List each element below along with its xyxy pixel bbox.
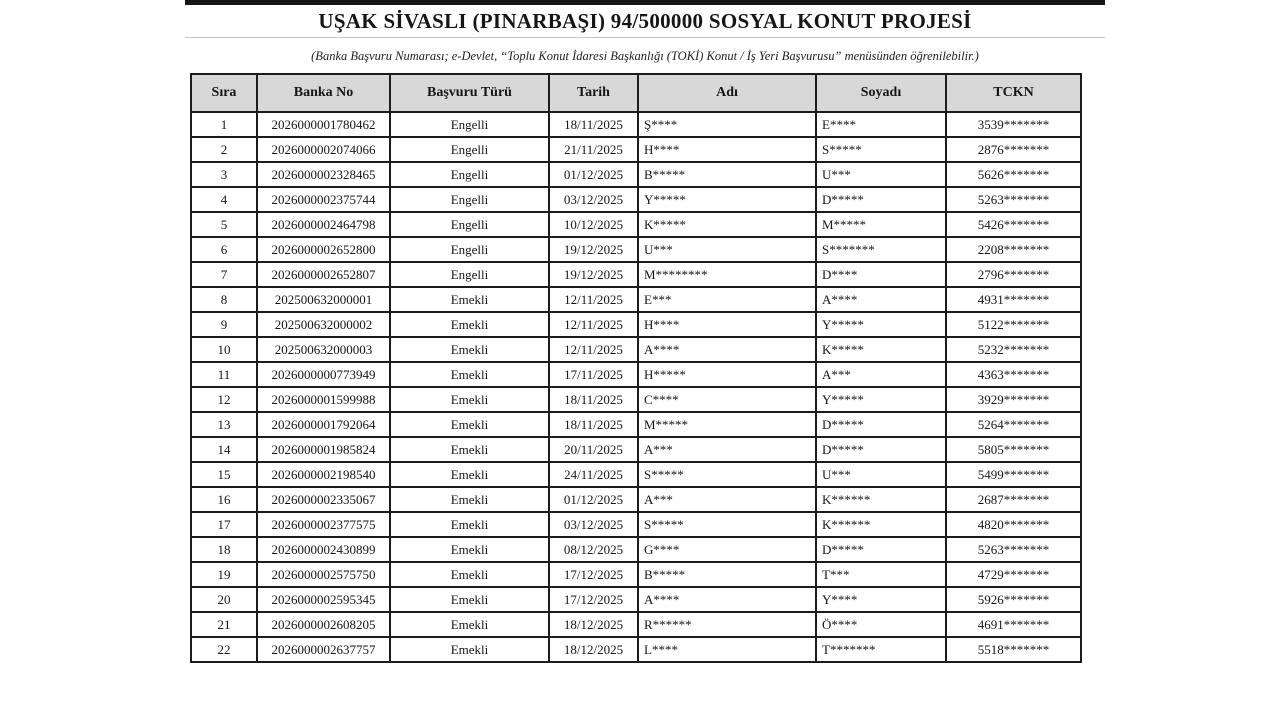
- cell-soyadi: A***: [816, 362, 946, 387]
- cell-sira: 1: [191, 112, 257, 137]
- cell-tarih: 20/11/2025: [549, 437, 638, 462]
- cell-sira: 16: [191, 487, 257, 512]
- cell-sira: 15: [191, 462, 257, 487]
- cell-adi: H****: [638, 312, 816, 337]
- cell-sira: 21: [191, 612, 257, 637]
- cell-basvuru-turu: Emekli: [390, 462, 549, 487]
- cell-tarih: 24/11/2025: [549, 462, 638, 487]
- cell-basvuru-turu: Emekli: [390, 612, 549, 637]
- cell-banka-no: 2026000001985824: [257, 437, 390, 462]
- cell-basvuru-turu: Emekli: [390, 537, 549, 562]
- cell-tckn: 2796*******: [946, 262, 1081, 287]
- cell-sira: 17: [191, 512, 257, 537]
- table-row: [191, 187, 1081, 212]
- table-row: [191, 587, 1081, 612]
- cell-adi: B*****: [638, 562, 816, 587]
- table-row: [191, 512, 1081, 537]
- cell-basvuru-turu: Emekli: [390, 312, 549, 337]
- cell-basvuru-turu: Engelli: [390, 162, 549, 187]
- cell-sira: 4: [191, 187, 257, 212]
- column-header-banka-no: Banka No: [257, 74, 390, 112]
- cell-adi: U***: [638, 237, 816, 262]
- cell-sira: 9: [191, 312, 257, 337]
- cell-tarih: 18/11/2025: [549, 112, 638, 137]
- cell-banka-no: 2026000002595345: [257, 587, 390, 612]
- table-row: [191, 437, 1081, 462]
- cell-soyadi: Y****: [816, 587, 946, 612]
- cell-tckn: 4729*******: [946, 562, 1081, 587]
- cell-tckn: 4820*******: [946, 512, 1081, 537]
- cell-sira: 11: [191, 362, 257, 387]
- cell-tckn: 5263*******: [946, 537, 1081, 562]
- cell-adi: M*****: [638, 412, 816, 437]
- cell-adi: M********: [638, 262, 816, 287]
- cell-adi: C****: [638, 387, 816, 412]
- cell-basvuru-turu: Emekli: [390, 512, 549, 537]
- cell-basvuru-turu: Engelli: [390, 237, 549, 262]
- cell-adi: Y*****: [638, 187, 816, 212]
- cell-banka-no: 2026000002328465: [257, 162, 390, 187]
- cell-soyadi: Y*****: [816, 312, 946, 337]
- cell-banka-no: 2026000002335067: [257, 487, 390, 512]
- cell-sira: 3: [191, 162, 257, 187]
- cell-sira: 8: [191, 287, 257, 312]
- cell-banka-no: 202500632000001: [257, 287, 390, 312]
- cell-tarih: 18/11/2025: [549, 412, 638, 437]
- cell-basvuru-turu: Engelli: [390, 112, 549, 137]
- cell-adi: S*****: [638, 512, 816, 537]
- cell-basvuru-turu: Engelli: [390, 212, 549, 237]
- table-row: [191, 312, 1081, 337]
- table-row: [191, 462, 1081, 487]
- cell-soyadi: M*****: [816, 212, 946, 237]
- column-header-tarih: Tarih: [549, 74, 638, 112]
- cell-adi: Ş****: [638, 112, 816, 137]
- cell-tckn: 5805*******: [946, 437, 1081, 462]
- cell-tckn: 4363*******: [946, 362, 1081, 387]
- cell-banka-no: 2026000002652800: [257, 237, 390, 262]
- cell-soyadi: K*****: [816, 337, 946, 362]
- cell-soyadi: Y*****: [816, 387, 946, 412]
- cell-sira: 10: [191, 337, 257, 362]
- cell-adi: A***: [638, 437, 816, 462]
- cell-tckn: 5232*******: [946, 337, 1081, 362]
- cell-adi: A***: [638, 487, 816, 512]
- cell-adi: R******: [638, 612, 816, 637]
- cell-basvuru-turu: Emekli: [390, 487, 549, 512]
- cell-sira: 14: [191, 437, 257, 462]
- cell-adi: A****: [638, 337, 816, 362]
- cell-tckn: 5518*******: [946, 637, 1081, 662]
- cell-adi: L****: [638, 637, 816, 662]
- column-header-soyadi: Soyadı: [816, 74, 946, 112]
- cell-tckn: 5926*******: [946, 587, 1081, 612]
- cell-tarih: 17/11/2025: [549, 362, 638, 387]
- cell-tarih: 03/12/2025: [549, 187, 638, 212]
- cell-soyadi: U***: [816, 162, 946, 187]
- table-row: [191, 387, 1081, 412]
- page-title: UŞAK SİVASLI (PINARBAŞI) 94/500000 SOSYAL KONUT PROJESİ: [318, 9, 972, 33]
- table-row: [191, 537, 1081, 562]
- cell-basvuru-turu: Emekli: [390, 387, 549, 412]
- cell-sira: 22: [191, 637, 257, 662]
- cell-soyadi: Ö****: [816, 612, 946, 637]
- table-row: [191, 262, 1081, 287]
- document-page: [185, 0, 1105, 663]
- cell-basvuru-turu: Engelli: [390, 187, 549, 212]
- table-row: [191, 337, 1081, 362]
- cell-tckn: 5122*******: [946, 312, 1081, 337]
- applicants-table: [190, 73, 1082, 663]
- cell-sira: 6: [191, 237, 257, 262]
- cell-tckn: 2687*******: [946, 487, 1081, 512]
- cell-tarih: 12/11/2025: [549, 312, 638, 337]
- cell-basvuru-turu: Emekli: [390, 587, 549, 612]
- cell-tckn: 3539*******: [946, 112, 1081, 137]
- cell-banka-no: 2026000001599988: [257, 387, 390, 412]
- table-row: [191, 362, 1081, 387]
- column-header-basvuru-turu: Başvuru Türü: [390, 74, 549, 112]
- cell-banka-no: 2026000002464798: [257, 212, 390, 237]
- cell-soyadi: T*******: [816, 637, 946, 662]
- cell-tckn: 5426*******: [946, 212, 1081, 237]
- cell-sira: 7: [191, 262, 257, 287]
- cell-basvuru-turu: Engelli: [390, 262, 549, 287]
- cell-banka-no: 202500632000003: [257, 337, 390, 362]
- cell-tarih: 19/12/2025: [549, 237, 638, 262]
- table-row: [191, 412, 1081, 437]
- cell-tckn: 2876*******: [946, 137, 1081, 162]
- cell-tarih: 21/11/2025: [549, 137, 638, 162]
- table-header-row: [191, 74, 1081, 112]
- cell-banka-no: 2026000002430899: [257, 537, 390, 562]
- cell-tckn: 4931*******: [946, 287, 1081, 312]
- cell-basvuru-turu: Emekli: [390, 637, 549, 662]
- cell-adi: G****: [638, 537, 816, 562]
- cell-tarih: 18/11/2025: [549, 387, 638, 412]
- cell-banka-no: 2026000001792064: [257, 412, 390, 437]
- cell-tarih: 10/12/2025: [549, 212, 638, 237]
- table-row: [191, 562, 1081, 587]
- table-row: [191, 637, 1081, 662]
- cell-adi: A****: [638, 587, 816, 612]
- column-header-tckn: TCKN: [946, 74, 1081, 112]
- cell-basvuru-turu: Emekli: [390, 562, 549, 587]
- cell-banka-no: 2026000000773949: [257, 362, 390, 387]
- cell-tckn: 4691*******: [946, 612, 1081, 637]
- page-subtitle: (Banka Başvuru Numarası; e-Devlet, “Toplu Konut İdaresi Başkanlığı (TOKİ) Konut / İş Yeri Başvurusu” menüsünden öğrenilebilir.): [311, 49, 979, 63]
- cell-tarih: 01/12/2025: [549, 162, 638, 187]
- table-row: [191, 162, 1081, 187]
- cell-tarih: 18/12/2025: [549, 637, 638, 662]
- cell-adi: B*****: [638, 162, 816, 187]
- cell-soyadi: T***: [816, 562, 946, 587]
- cell-banka-no: 202500632000002: [257, 312, 390, 337]
- cell-soyadi: D*****: [816, 537, 946, 562]
- cell-basvuru-turu: Engelli: [390, 137, 549, 162]
- title-divider: [185, 37, 1105, 38]
- cell-banka-no: 2026000002637757: [257, 637, 390, 662]
- cell-banka-no: 2026000002375744: [257, 187, 390, 212]
- cell-soyadi: K******: [816, 512, 946, 537]
- cell-sira: 20: [191, 587, 257, 612]
- cell-sira: 19: [191, 562, 257, 587]
- cell-tckn: 2208*******: [946, 237, 1081, 262]
- cell-soyadi: D*****: [816, 187, 946, 212]
- cell-tarih: 01/12/2025: [549, 487, 638, 512]
- cell-soyadi: S*****: [816, 137, 946, 162]
- cell-adi: H****: [638, 137, 816, 162]
- table-row: [191, 612, 1081, 637]
- cell-soyadi: D*****: [816, 437, 946, 462]
- cell-basvuru-turu: Emekli: [390, 337, 549, 362]
- cell-adi: K*****: [638, 212, 816, 237]
- column-header-adi: Adı: [638, 74, 816, 112]
- cell-banka-no: 2026000002377575: [257, 512, 390, 537]
- cell-basvuru-turu: Emekli: [390, 287, 549, 312]
- cell-banka-no: 2026000002575750: [257, 562, 390, 587]
- table-row: [191, 287, 1081, 312]
- cell-tckn: 5263*******: [946, 187, 1081, 212]
- cell-tckn: 5499*******: [946, 462, 1081, 487]
- table-row: [191, 212, 1081, 237]
- cell-soyadi: A****: [816, 287, 946, 312]
- cell-tckn: 5264*******: [946, 412, 1081, 437]
- cell-basvuru-turu: Emekli: [390, 362, 549, 387]
- cell-sira: 13: [191, 412, 257, 437]
- cell-banka-no: 2026000002652807: [257, 262, 390, 287]
- cell-tarih: 18/12/2025: [549, 612, 638, 637]
- column-header-sira: Sıra: [191, 74, 257, 112]
- cell-tarih: 19/12/2025: [549, 262, 638, 287]
- cell-tarih: 03/12/2025: [549, 512, 638, 537]
- cell-tarih: 08/12/2025: [549, 537, 638, 562]
- cell-banka-no: 2026000002074066: [257, 137, 390, 162]
- table-row: [191, 237, 1081, 262]
- cell-sira: 18: [191, 537, 257, 562]
- cell-tckn: 3929*******: [946, 387, 1081, 412]
- cell-tarih: 17/12/2025: [549, 587, 638, 612]
- cell-sira: 12: [191, 387, 257, 412]
- cell-tarih: 12/11/2025: [549, 337, 638, 362]
- cell-tckn: 5626*******: [946, 162, 1081, 187]
- cell-soyadi: E****: [816, 112, 946, 137]
- cell-tarih: 17/12/2025: [549, 562, 638, 587]
- cell-soyadi: D*****: [816, 412, 946, 437]
- table-row: [191, 137, 1081, 162]
- table-row: [191, 487, 1081, 512]
- cell-soyadi: K******: [816, 487, 946, 512]
- cell-tarih: 12/11/2025: [549, 287, 638, 312]
- cell-adi: H*****: [638, 362, 816, 387]
- cell-basvuru-turu: Emekli: [390, 412, 549, 437]
- cell-banka-no: 2026000001780462: [257, 112, 390, 137]
- cell-soyadi: D****: [816, 262, 946, 287]
- cell-adi: E***: [638, 287, 816, 312]
- cell-banka-no: 2026000002198540: [257, 462, 390, 487]
- table-row: [191, 112, 1081, 137]
- cell-sira: 2: [191, 137, 257, 162]
- cell-soyadi: S*******: [816, 237, 946, 262]
- cell-soyadi: U***: [816, 462, 946, 487]
- cell-banka-no: 2026000002608205: [257, 612, 390, 637]
- cell-basvuru-turu: Emekli: [390, 437, 549, 462]
- cell-adi: S*****: [638, 462, 816, 487]
- cell-sira: 5: [191, 212, 257, 237]
